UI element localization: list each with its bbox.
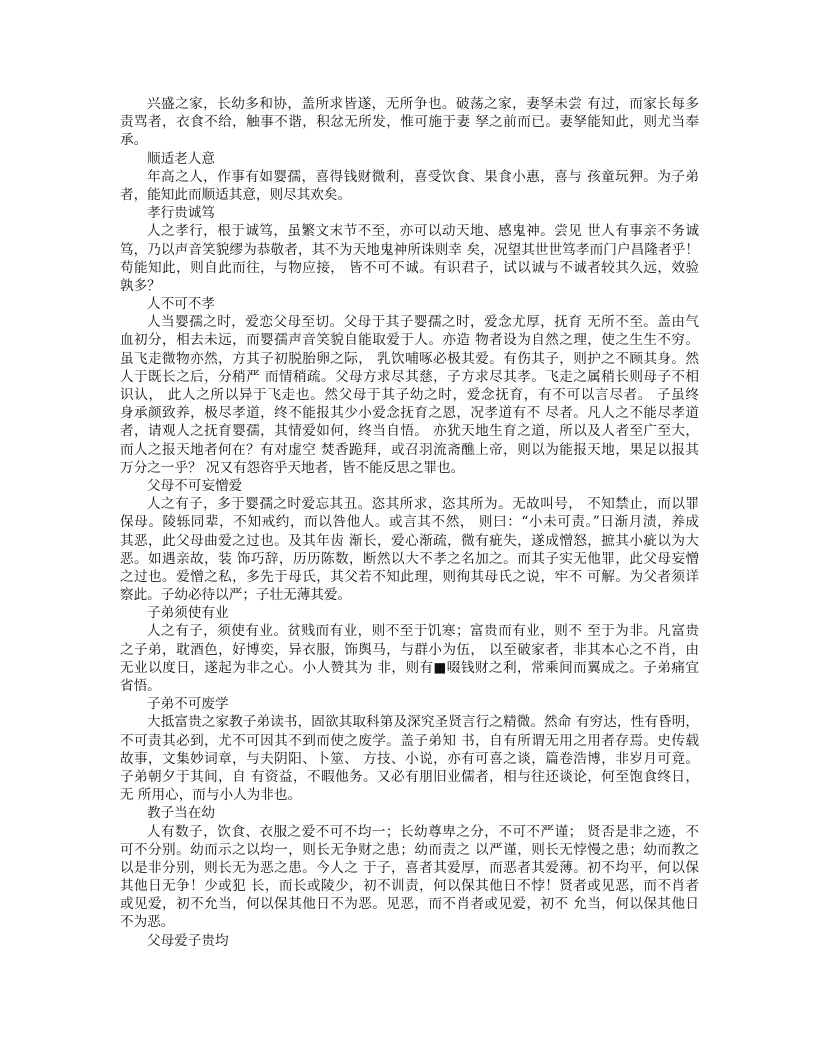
paragraph-line: 恶。如遇亲故，装 饰巧辞，历历陈数，断然以大不孝之名加之。而其子实无他罪，此父母妄憎 xyxy=(120,550,699,567)
paragraph-line: 或见爱，初不允当，何以保其他日不为恶。见恶，而不肖者或见爱，初不 允当，何以保其他日 xyxy=(120,896,699,913)
paragraph-line: 人于既长之后，分稍严 而情稍疏。父母方求尽其慈，子方求尽其孝。飞走之属稍长则母子不相 xyxy=(120,368,699,385)
section-heading: 子弟不可废学 xyxy=(147,696,229,713)
paragraph-line: 笃，乃以声音笑貌缪为恭敬者，其不为天地鬼神所诛则幸 矣，况望其世世笃孝而门户昌隆者乎！ xyxy=(120,241,699,258)
paragraph-line: 虽飞走微物亦然，方其子初脱胎卵之际， 乳饮哺啄必极其爱。有伤其子，则护之不顾其身。然 xyxy=(120,350,699,367)
paragraph-line: 之过也。爱憎之私，多先于母氏，其父若不知此理，则徇其母氏之说，牢不 可解。为父者须详 xyxy=(120,568,699,585)
section-heading: 教子当在幼 xyxy=(147,805,215,822)
paragraph-line: 身承颜致养，极尽孝道，终不能报其少小爱念抚育之恩，况孝道有不 尽者。凡人之不能尽孝道 xyxy=(120,405,699,422)
document-page xyxy=(120,95,699,950)
section-heading: 父母不可妄憎爱 xyxy=(147,477,243,494)
paragraph-line: 责骂者，衣食不给，触事不谐，积忿无所发，惟可施于妻 孥之前而已。妻孥能知此，则尤当奉 xyxy=(120,114,699,131)
paragraph-line: 者，请观人之抚育婴孺，其情爱如何，终当自悟。 亦犹天地生育之道，所以及人者至广至大， xyxy=(120,423,699,440)
paragraph-line: 血初分，相去未远，而婴孺声音笑貌自能取爱于人。亦造 物者设为自然之理，使之生生不穷。 xyxy=(120,332,699,349)
section xyxy=(120,804,699,931)
paragraph-line: 识认， 此人之所以异于飞走也。然父母于其子幼之时，爱念抚育，有不可以言尽者。 子虽终 xyxy=(120,387,699,403)
section-heading: 孝行贵诚笃 xyxy=(147,205,215,222)
paragraph-line: 年高之人，作事有如婴孺，喜得钱财微利，喜受饮食、果食小惠，喜与 孩童玩狎。为子弟 xyxy=(147,168,699,185)
paragraph-line: 不可责其必到，尤不可因其不到而使之废学。盖子弟知 书，自有所谓无用之用者存焉。史传载 xyxy=(120,732,699,749)
paragraph-line: 不为恶。 xyxy=(120,914,175,931)
section-heading: 父母爱子贵均 xyxy=(147,932,229,949)
paragraph-line: 子弟朝夕于其间，自 有资益，不暇他务。又必有朋旧业儒者，相与往还谈论，何至饱食终日， xyxy=(120,768,699,785)
section xyxy=(120,204,699,295)
paragraph-line: 可不分别。幼而示之以均一，则长无争财之患；幼而责之 以严谨，则长无悖慢之患；幼而教之 xyxy=(120,841,699,858)
paragraph-line: 而人之报天地者何在？有对虚空 焚香跪拜，或召羽流斋醮上帝，则以为能报天地，果足以报其 xyxy=(120,441,699,458)
paragraph-line: 省悟。 xyxy=(120,678,161,694)
section-heading: 人不可不孝 xyxy=(147,296,215,313)
paragraph-line: 保母。陵轹同辈，不知戒约，而以咎他人。或言其不然， 则曰：“小未可责。”日渐月渍，养成 xyxy=(120,514,699,531)
paragraph-line: 人之有子，多于婴孺之时爱忘其丑。恣其所求，恣其所为。无故叫号， 不知禁止，而以罪 xyxy=(147,496,699,513)
paragraph-line: 孰多？ xyxy=(120,277,161,294)
paragraph-line: 其他日无争！少或犯 长，而长或陵少，初不训责，何以保其他日不悖！贤者或见恶，而不肖者 xyxy=(120,878,699,895)
paragraph-line: 人当婴孺之时，爱恋父母至切。父母于其子婴孺之时，爱念尤厚，抚育 无所不至。盖由气 xyxy=(147,314,699,331)
paragraph-line: 察此。子幼必待以严；子壮无薄其爱。 xyxy=(120,587,352,604)
section xyxy=(120,150,699,205)
section xyxy=(120,295,699,477)
paragraph-line: 故事，文集妙词章，与夫阴阳、卜筮、 方技、小说，亦有可喜之谈，篇卷浩博，非岁月可竟。 xyxy=(120,750,699,767)
section xyxy=(120,695,699,804)
section xyxy=(120,932,699,950)
paragraph-line: 承。 xyxy=(120,132,148,149)
paragraph-line: 人有数子，饮食、衣服之爱不可不均一；长幼尊卑之分，不可不严谨； 贤否是非之迹，不 xyxy=(147,823,699,840)
paragraph-line: 之子弟，耽酒色，好博奕，异衣服，饰舆马，与群小为伍， 以至破家者，非其本心之不肖，由 xyxy=(120,641,699,658)
paragraph-line: 无业以度日，遂起为非之心。小人赞其为 非，则有■啜钱财之利，常乘间而翼成之。子弟痛宜 xyxy=(120,659,699,676)
paragraph-line: 大抵富贵之家教子弟读书，固欲其取科第及深究圣贤言行之精微。然命 有穷达，性有昏明， xyxy=(147,714,699,731)
paragraph-line: 苟能知此，则自此而往，与物应接， 皆不可不诚。有识君子，试以诚与不诚者较其久远，效验 xyxy=(120,259,699,276)
paragraph-line: 其恶，此父母曲爱之过也。及其年齿 渐长，爱心渐疏，微有疵失，遂成憎怒，摭其小疵以为大 xyxy=(120,532,699,549)
paragraph-line: 者，能知此而顺适其意，则尽其欢矣。 xyxy=(120,186,352,203)
section xyxy=(120,604,699,695)
paragraph-line: 人之有子，须使有业。贫贱而有业，则不至于饥寒；富贵而有业，则不 至于为非。凡富贵 xyxy=(147,623,699,640)
section xyxy=(120,477,699,604)
paragraph-line: 人之孝行，根于诚笃，虽繁文末节不至，亦可以动天地、感鬼神。尝见 世人有事亲不务诚 xyxy=(147,223,699,240)
paragraph-line: 万分之一乎？ 况又有怨咨乎天地者，皆不能反思之罪也。 xyxy=(120,459,465,476)
section xyxy=(120,95,699,150)
paragraph-line: 无 所用心，而与小人为非也。 xyxy=(120,787,302,804)
section-heading: 子弟须使有业 xyxy=(147,605,229,622)
paragraph-line: 兴盛之家，长幼多和协，盖所求皆遂，无所争也。破荡之家，妻孥未尝 有过，而家长每多 xyxy=(147,96,699,112)
paragraph-line: 以是非分别，则长无为恶之患。今人之 于子，喜者其爱厚，而恶者其爱薄。初不均平，何以保 xyxy=(120,859,699,876)
section-heading: 顺适老人意 xyxy=(147,150,215,167)
